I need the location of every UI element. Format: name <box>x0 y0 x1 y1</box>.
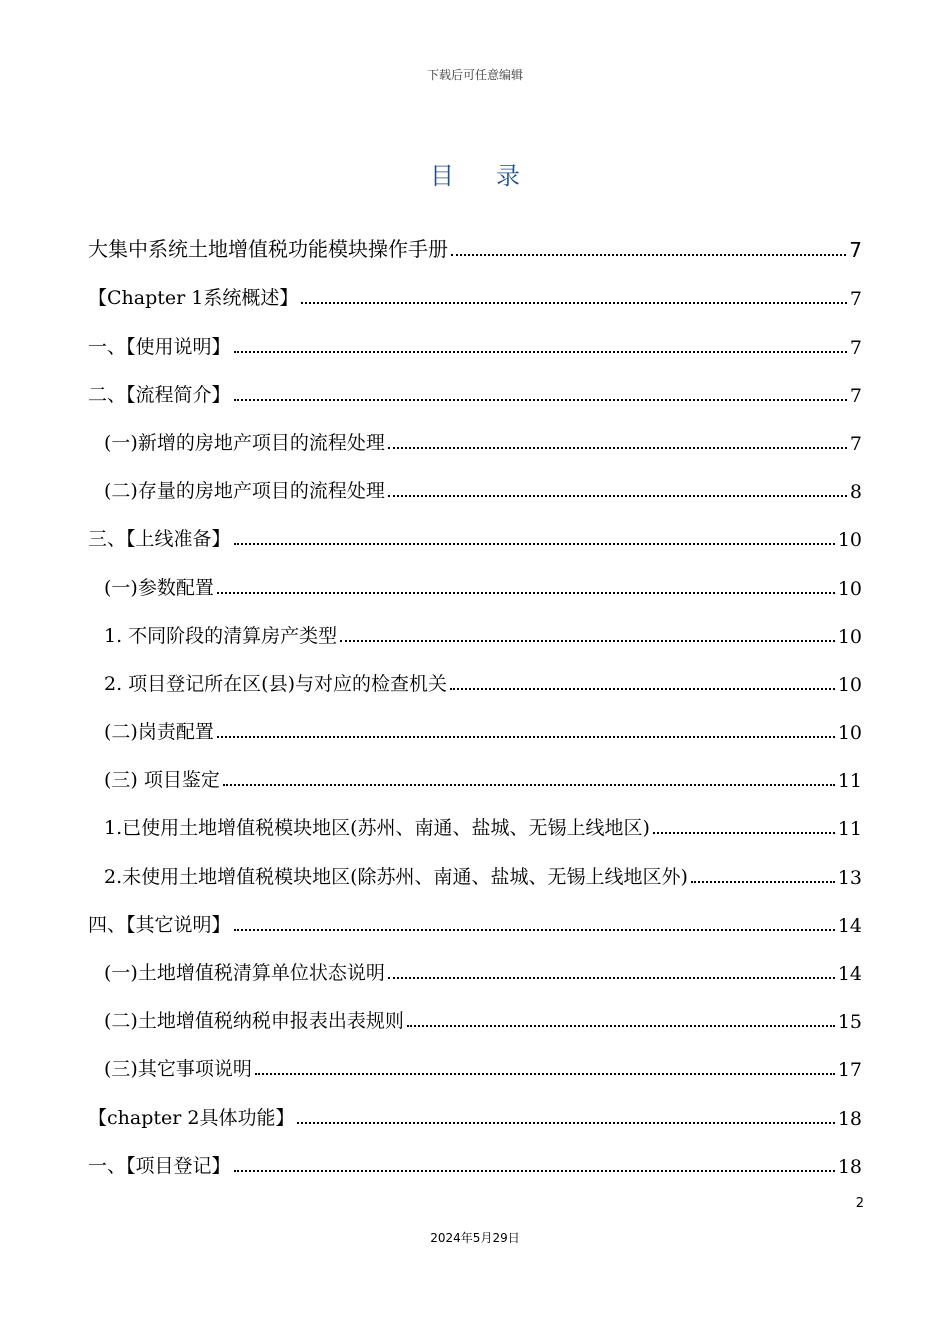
dot-leader <box>234 1170 835 1172</box>
toc-entry[interactable] <box>88 654 862 702</box>
toc-entry[interactable] <box>88 895 862 943</box>
toc-entry-text: (一)参数配置 <box>104 576 214 599</box>
toc-entry[interactable] <box>88 268 862 316</box>
toc-page-number: 11 <box>837 818 862 841</box>
toc-entry-text: 2.未使用土地增值税模块地区(除苏州、南通、盐城、无锡上线地区外) <box>104 865 688 888</box>
dot-leader <box>234 543 835 545</box>
toc-page-number: 7 <box>849 432 862 455</box>
toc-entry[interactable] <box>88 461 862 509</box>
toc-entry-text: (三) 项目鉴定 <box>104 769 220 792</box>
toc-entry-text: 四、【其它说明】 <box>88 913 231 936</box>
dot-leader <box>388 977 835 979</box>
toc-page-number: 7 <box>849 238 862 263</box>
page-number: 2 <box>855 1196 864 1211</box>
dot-leader <box>653 832 835 834</box>
page-header: 下载后可任意编辑 <box>426 68 523 82</box>
toc-entry-text: 2. 项目登记所在区(县)与对应的检查机关 <box>104 672 447 695</box>
toc-page-number: 10 <box>837 722 862 745</box>
toc-entry[interactable] <box>88 1136 862 1184</box>
toc-entry[interactable] <box>88 606 862 654</box>
page-footer-date: 2024年5月29日 <box>430 1231 520 1245</box>
toc-entry[interactable] <box>88 846 862 894</box>
dot-leader <box>407 1025 835 1027</box>
dot-leader <box>340 640 835 642</box>
dot-leader <box>450 688 835 690</box>
toc-entry-text: 1.已使用土地增值税模块地区(苏州、南通、盐城、无锡上线地区) <box>104 817 650 840</box>
toc-entry-text: 三、【上线准备】 <box>88 528 231 551</box>
dot-leader <box>223 784 835 786</box>
toc-entry[interactable] <box>88 798 862 846</box>
toc-entry-text: 【Chapter 1系统概述】 <box>88 287 299 310</box>
toc-entry[interactable] <box>88 1039 862 1087</box>
toc-entry[interactable] <box>88 943 862 991</box>
dot-leader <box>297 1122 834 1124</box>
dot-leader <box>388 495 847 497</box>
toc-page-number: 10 <box>837 577 862 600</box>
toc-page-number: 18 <box>837 1107 862 1130</box>
toc-entry[interactable] <box>88 413 862 461</box>
toc-entry[interactable] <box>88 365 862 413</box>
toc-entry[interactable] <box>88 991 862 1039</box>
toc-entry-text: 二、【流程简介】 <box>88 383 231 406</box>
toc-page-number: 8 <box>849 481 862 504</box>
dot-leader <box>451 254 846 256</box>
dot-leader <box>217 736 835 738</box>
dot-leader <box>691 881 835 883</box>
toc-entry[interactable] <box>88 702 862 750</box>
toc-page-number: 14 <box>837 963 862 985</box>
toc-page-number: 7 <box>849 288 862 311</box>
toc-entry-text: (二)土地增值税纳税申报表出表规则 <box>104 1010 404 1033</box>
dot-leader <box>234 399 847 401</box>
toc-page-number: 15 <box>837 1011 862 1034</box>
toc-entry-text: 一、【项目登记】 <box>88 1154 231 1177</box>
toc-entry-text: (二)岗责配置 <box>104 721 214 744</box>
toc-page-number: 11 <box>837 770 862 793</box>
toc-entry-text: 大集中系统土地增值税功能模块操作手册 <box>88 237 448 262</box>
toc-entry-text: 一、【使用说明】 <box>88 335 231 358</box>
toc-entry[interactable] <box>88 1087 862 1135</box>
toc-entry[interactable] <box>88 509 862 557</box>
toc-entry-text: (三)其它事项说明 <box>104 1058 252 1081</box>
toc-entry-text: (二)存量的房地产项目的流程处理 <box>104 480 385 503</box>
toc-entry[interactable] <box>88 316 862 364</box>
dot-leader <box>255 1073 835 1075</box>
toc-title: 目录 <box>430 162 562 190</box>
toc-page-number: 10 <box>837 625 862 648</box>
toc-page-number: 13 <box>837 866 862 889</box>
dot-leader <box>234 929 835 931</box>
dot-leader <box>234 351 847 353</box>
toc-page-number: 14 <box>837 914 862 937</box>
dot-leader <box>388 447 847 449</box>
toc-entry[interactable] <box>88 220 862 268</box>
toc-page-number: 7 <box>849 336 862 359</box>
toc-entry-text: 1. 不同阶段的清算房产类型 <box>104 624 338 647</box>
table-of-contents <box>88 220 862 1184</box>
dot-leader <box>301 302 847 304</box>
toc-page-number: 10 <box>837 673 862 696</box>
toc-page-number: 18 <box>837 1155 862 1178</box>
toc-page-number: 7 <box>849 384 862 407</box>
toc-entry[interactable] <box>88 750 862 798</box>
toc-entry[interactable] <box>88 557 862 605</box>
toc-entry-text: (一)新增的房地产项目的流程处理 <box>104 431 385 454</box>
toc-page-number: 17 <box>837 1059 862 1082</box>
toc-page-number: 10 <box>837 529 862 552</box>
toc-entry-text: (一)土地增值税清算单位状态说明 <box>104 962 385 984</box>
toc-entry-text: 【chapter 2具体功能】 <box>88 1106 295 1129</box>
dot-leader <box>217 592 835 594</box>
